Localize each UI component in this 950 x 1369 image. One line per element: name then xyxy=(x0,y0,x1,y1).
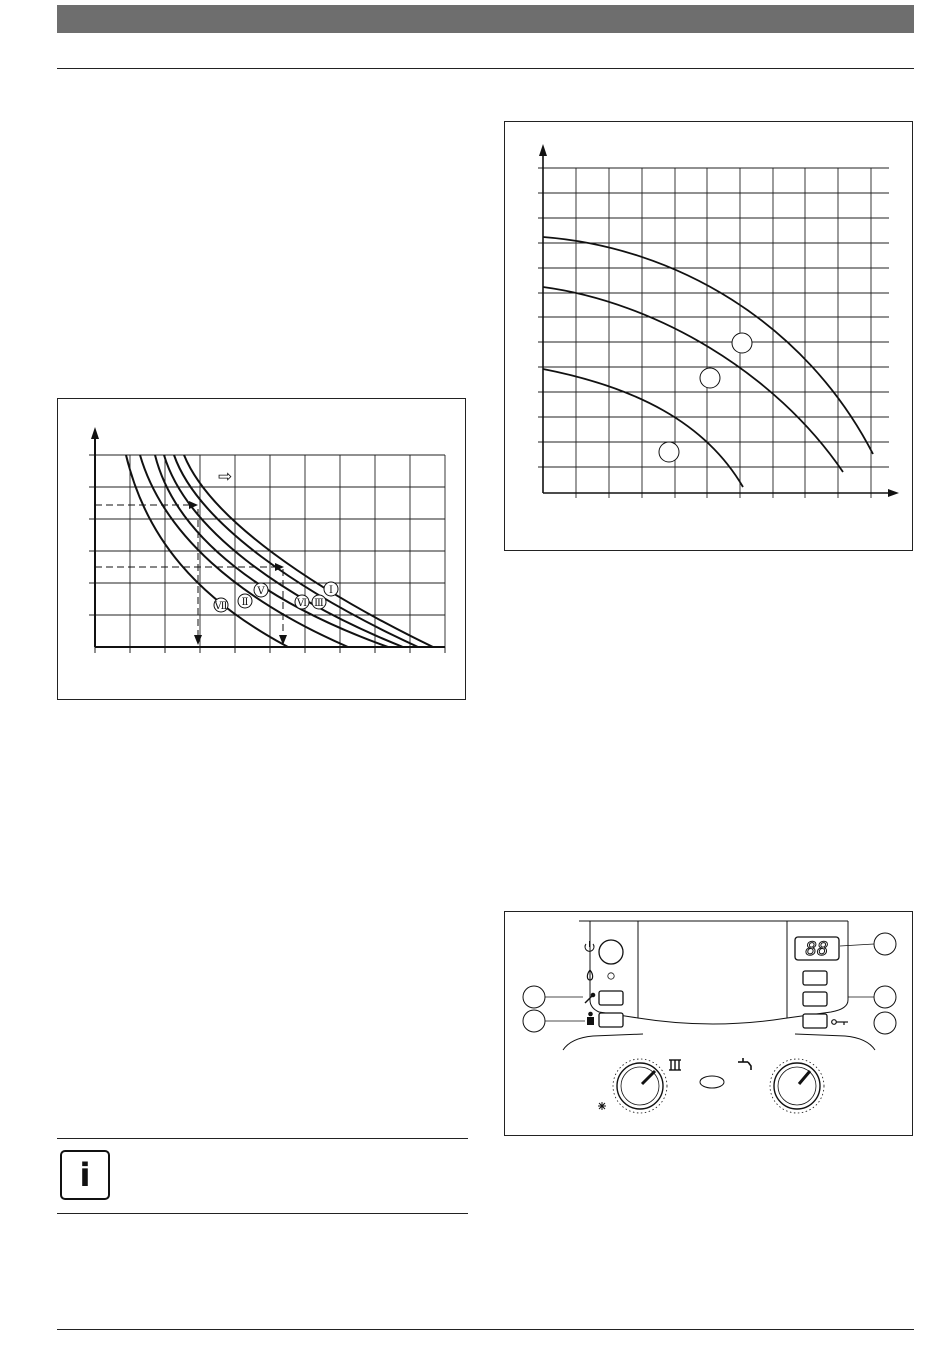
chimney-sweep-icon xyxy=(587,1012,594,1025)
svg-text:Ⅱ: Ⅱ xyxy=(241,597,249,608)
service-button[interactable] xyxy=(599,991,623,1005)
pump-chart-figure xyxy=(57,398,466,700)
curve-marker-3 xyxy=(659,442,679,462)
key-icon xyxy=(832,1020,848,1025)
callout-left-1 xyxy=(523,986,583,1008)
curve-label-7 xyxy=(214,598,228,612)
curve-label-6 xyxy=(295,595,309,609)
callout-left-2 xyxy=(523,1010,585,1032)
pressure-chart-graphic xyxy=(505,122,914,552)
heating-temperature-knob[interactable] xyxy=(613,1059,667,1113)
curve-label-5 xyxy=(254,583,268,597)
svg-text:Ⅴ: Ⅴ xyxy=(257,586,265,597)
burner-status-led xyxy=(608,973,614,979)
snowflake-icon xyxy=(598,1102,606,1110)
curve-marker-1 xyxy=(732,333,752,353)
control-panel-figure xyxy=(504,911,913,1136)
svg-text:Ⅶ: Ⅶ xyxy=(214,601,228,612)
reset-button[interactable] xyxy=(803,992,827,1006)
svg-text:88: 88 xyxy=(805,938,829,960)
callout-right-3 xyxy=(874,1012,896,1034)
note-top-rule xyxy=(57,1138,468,1139)
tap-icon xyxy=(738,1058,751,1070)
center-indicator-oval xyxy=(700,1076,724,1088)
footer-rule xyxy=(57,1329,914,1330)
hot-water-temperature-knob[interactable] xyxy=(770,1059,824,1113)
pressure-chart-figure xyxy=(504,121,913,551)
svg-text:Ⅲ: Ⅲ xyxy=(314,598,324,609)
lock-button[interactable] xyxy=(803,1014,827,1028)
curve-marker-2 xyxy=(700,368,720,388)
pump-chart-graphic xyxy=(58,399,467,701)
header-rule xyxy=(57,68,914,69)
chimney-sweep-button[interactable] xyxy=(599,1013,623,1027)
arrow-hint-symbol: ⇨ xyxy=(218,467,233,487)
curve-label-1 xyxy=(324,582,338,596)
curve-label-2 xyxy=(238,594,252,608)
callout-right-2 xyxy=(848,986,896,1008)
header-bar xyxy=(57,5,914,33)
note-bottom-rule xyxy=(57,1213,468,1214)
curve-label-3 xyxy=(312,595,326,609)
svg-text:Ⅵ: Ⅵ xyxy=(296,598,308,609)
info-button[interactable] xyxy=(803,971,827,985)
radiator-icon xyxy=(669,1060,681,1070)
info-icon: i xyxy=(60,1150,110,1200)
control-panel-graphic xyxy=(505,912,914,1137)
segment-display xyxy=(795,937,839,960)
svg-text:Ⅰ: Ⅰ xyxy=(329,585,333,596)
power-button[interactable] xyxy=(599,940,623,964)
